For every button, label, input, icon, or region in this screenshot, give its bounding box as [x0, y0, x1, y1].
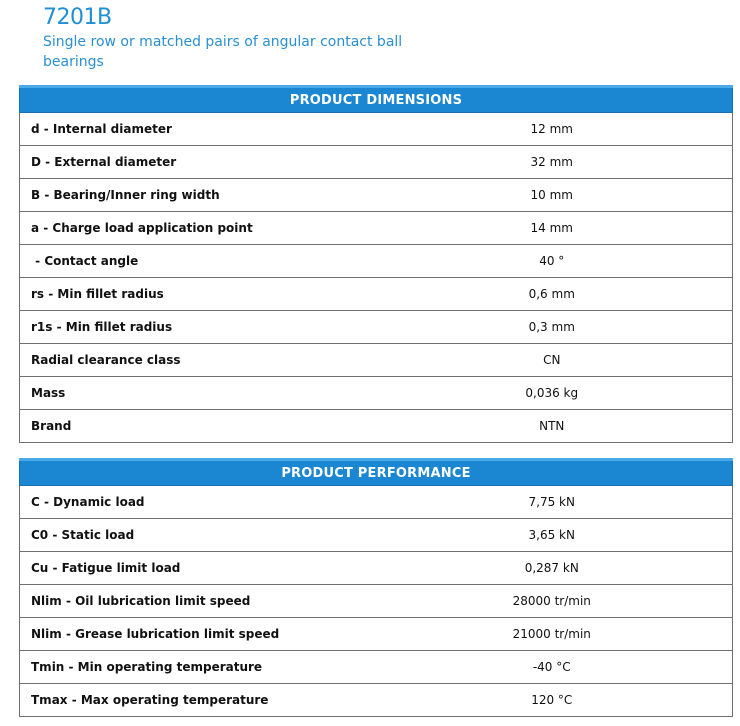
row-value: -40 °C: [372, 651, 733, 684]
table-row: [20, 552, 733, 585]
row-value: CN: [372, 344, 733, 377]
product-header: [43, 4, 443, 72]
row-label: a - Charge load application point: [20, 212, 372, 245]
product-dimensions-table: [19, 85, 733, 443]
row-value: 12 mm: [372, 113, 733, 146]
table-header-row: [20, 87, 733, 113]
row-value: 120 °C: [372, 684, 733, 717]
row-label: C0 - Static load: [20, 519, 372, 552]
row-label: C - Dynamic load: [20, 486, 372, 519]
row-value: 0,3 mm: [372, 311, 733, 344]
table-row: [20, 410, 733, 443]
row-label: Nlim - Oil lubrication limit speed: [20, 585, 372, 618]
row-value: 10 mm: [372, 179, 733, 212]
row-label: r1s - Min fillet radius: [20, 311, 372, 344]
row-value: 40 °: [372, 245, 733, 278]
table-row: [20, 618, 733, 651]
row-label: Mass: [20, 377, 372, 410]
row-label: Brand: [20, 410, 372, 443]
product-performance-table: [19, 458, 733, 717]
row-label: Tmax - Max operating temperature: [20, 684, 372, 717]
table-row: [20, 519, 733, 552]
row-label: Cu - Fatigue limit load: [20, 552, 372, 585]
row-value: 21000 tr/min: [372, 618, 733, 651]
product-dimensions-heading: PRODUCT DIMENSIONS: [20, 87, 733, 113]
product-description: Single row or matched pairs of angular contact ball bearings: [43, 34, 403, 70]
table-row: [20, 684, 733, 717]
row-label: Tmin - Min operating temperature: [20, 651, 372, 684]
row-label: rs - Min fillet radius: [20, 278, 372, 311]
row-label: d - Internal diameter: [20, 113, 372, 146]
table-row: [20, 113, 733, 146]
table-row: [20, 212, 733, 245]
row-value: 0,287 kN: [372, 552, 733, 585]
row-value: 28000 tr/min: [372, 585, 733, 618]
row-value: NTN: [372, 410, 733, 443]
table-row: [20, 278, 733, 311]
table-row: [20, 377, 733, 410]
row-label: D - External diameter: [20, 146, 372, 179]
row-value: 3,65 kN: [372, 519, 733, 552]
row-value: 7,75 kN: [372, 486, 733, 519]
row-label: B - Bearing/Inner ring width: [20, 179, 372, 212]
row-label: Radial clearance class: [20, 344, 372, 377]
table-header-row: [20, 460, 733, 486]
table-row: [20, 146, 733, 179]
table-row: [20, 585, 733, 618]
table-row: [20, 311, 733, 344]
table-row: [20, 486, 733, 519]
product-reference: 7201B: [43, 5, 112, 30]
row-value: 0,036 kg: [372, 377, 733, 410]
row-label: Nlim - Grease lubrication limit speed: [20, 618, 372, 651]
row-value: 0,6 mm: [372, 278, 733, 311]
row-label: - Contact angle: [20, 245, 372, 278]
row-value: 32 mm: [372, 146, 733, 179]
table-row: [20, 245, 733, 278]
product-performance-heading: PRODUCT PERFORMANCE: [20, 460, 733, 486]
table-row: [20, 344, 733, 377]
row-value: 14 mm: [372, 212, 733, 245]
table-row: [20, 651, 733, 684]
table-row: [20, 179, 733, 212]
